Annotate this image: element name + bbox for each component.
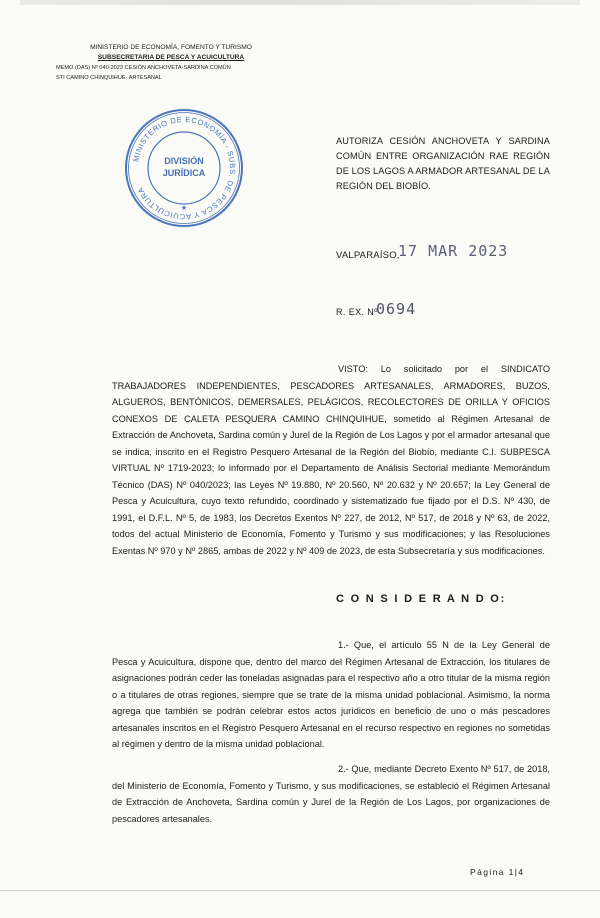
place-and-date bbox=[336, 242, 556, 264]
resolution-title: AUTORIZA CESIÓN ANCHOVETA Y SARDINA COMÚN ENTRE ORGANIZACIÓN RAE REGIÓN DE LOS LAGOS A ARMADOR ARTESANAL DE LA REGIÓN DEL BIOBÍO. bbox=[336, 136, 550, 191]
date-stamp: 17 MAR 2023 bbox=[398, 242, 509, 260]
stamp-star-icon: ★ bbox=[180, 204, 188, 212]
stamp-seal-icon bbox=[122, 106, 246, 230]
considerando-paragraph-2: 2.- Que, mediante Decreto Exento Nº 517, de 2018, del Ministerio de Economía, Fomento y Turismo, y sus modificaciones, se estableció el Régimen Artesanal de Extracción de Anchoveta, Sardina común y Jurel de la Región de Los Lagos, por organizaciones de pescadores artesanales. bbox=[112, 764, 550, 824]
rex-number-stamp: 0694 bbox=[376, 300, 417, 318]
scan-top-edge bbox=[20, 0, 580, 5]
division-juridica-stamp bbox=[122, 106, 246, 230]
resolution-number bbox=[336, 300, 496, 322]
rex-label: R. EX. Nº bbox=[336, 307, 378, 317]
memo-reference-2: STI CAMINO CHINQUIHUE- ARTESANAL bbox=[56, 75, 162, 81]
letterhead bbox=[56, 43, 286, 83]
stamp-center-line2: JURÍDICA bbox=[162, 168, 206, 178]
page-number: Página 1|4 bbox=[470, 867, 525, 877]
considerando-paragraph-1: 1.- Que, el artículo 55 N de la Ley General de Pesca y Acuicultura, dispone que, dentro del marco del Régimen Artesanal de Extracción, los titulares de asignaciones podrán ceder las toneladas asignadas para el respectivo año a otro titular de la misma región o a titulares de otras regiones, siempre que se trate de la misma unidad poblacional. Asimismo, la norma agrega que también se podrán celebrar estos actos jurídicos en beneficio de uno o más pescadores artesanales inscritos en el Registro Pesquero Artesanal en el recurso respectivo en regiones no sometidas al régimen y dentro de la misma unidad poblacional. bbox=[112, 640, 550, 749]
memo-reference: MEMO (DAS) Nº 040-2023 CESIÓN ANCHOVETA-SARDINA COMÚN bbox=[56, 65, 231, 71]
considerando-heading: C O N S I D E R A N D O: bbox=[336, 593, 507, 605]
visto-paragraph: VISTO: Lo solicitado por el SINDICATO TRABAJADORES INDEPENDIENTES, PESCADORES ARTESANALES, ARMADORES, BUZOS, ALGUEROS, BENTÓNICOS, DEMERSALES, PELÁGICOS, RECOLECTORES DE ORILLA Y OFICIOS CONEXOS DE CALETA PESQUERA CAMINO CHINQUIHUE, sometido al Régimen Artesanal de Extracción de Anchoveta, Sardina común y Jurel de la Región de Los Lagos y por el armador artesanal que se indica, inscrito en el Registro Pesquero Artesanal de la Región del Biobío, mediante C.I. SUBPESCA VIRTUAL Nº 1719-2023; lo informado por el Departamento de Análisis Sectorial mediante Memorándum Técnico (DAS) Nº 040/2023; las Leyes Nº 19.880, Nº 20.560, Nº 20.632 y Nº 20.657; la Ley General de Pesca y Acuicultura, cuyo texto refundido, coordinado y sistematizado fue fijado por el D.S. Nº 430, de 1991, el D.F.L. Nº 5, de 1983, los Decretos Exentos Nº 227, de 2012, Nº 517, de 2018 y Nº 63, de 2022, todos del actual Ministerio de Economía, Fomento y Turismo y sus modificaciones; y las Resoluciones Exentas Nº 970 y Nº 2865, ambas de 2022 y Nº 409 de 2023, de esta Subsecretaría y sus modificaciones. bbox=[112, 364, 550, 556]
subsecretaria-name: SUBSECRETARIA DE PESCA Y ACUICULTURA bbox=[97, 54, 245, 61]
place-label: VALPARAÍSO, bbox=[336, 250, 400, 261]
stamp-ring-text: MINISTERIO DE ECONOMÍA - SUBS. DE PESCA Y ACUICULTURA bbox=[131, 114, 238, 222]
stamp-center-line1: DIVISIÓN bbox=[164, 156, 204, 166]
ministry-name: MINISTERIO DE ECONOMÍA, FOMENTO Y TURISMO bbox=[90, 44, 252, 51]
scan-bottom-edge bbox=[0, 890, 600, 891]
